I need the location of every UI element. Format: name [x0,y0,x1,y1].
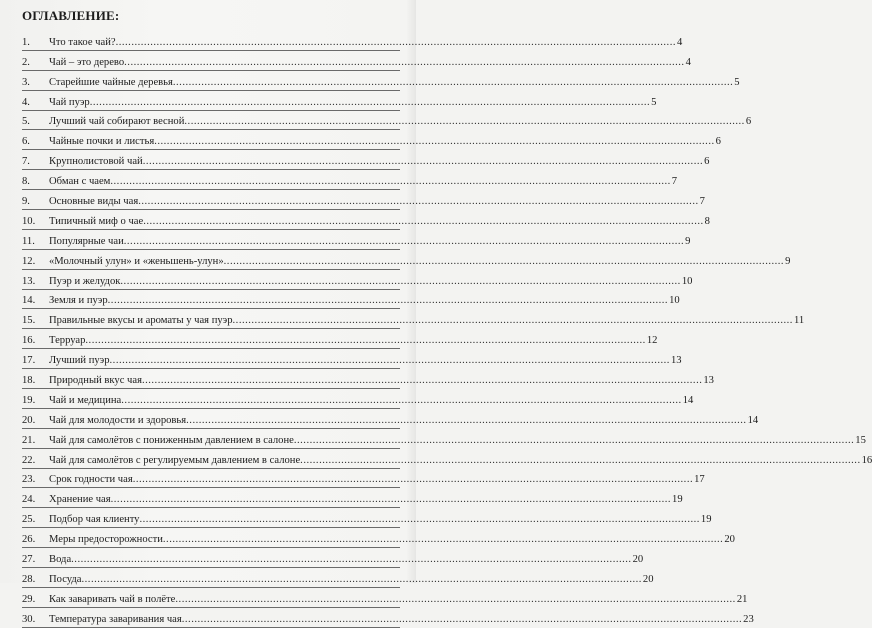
toc-entry-title: Подбор чая клиенту [49,514,140,526]
toc-entry-page-number: 5 [651,96,657,108]
toc-dot-leader [186,415,746,428]
toc-entry [22,329,658,349]
toc-entry [22,91,657,111]
toc-entry [22,51,691,71]
toc-dot-leader [138,196,698,209]
toc-dot-leader [300,455,860,468]
toc-entry-number: 7. [22,156,30,168]
toc-entry-page-number: 4 [677,36,683,48]
toc-entry [22,150,710,170]
toc-entry-page-number: 13 [670,355,682,367]
toc-entry-title: Срок годности чая [49,474,133,486]
toc-entry-number: 30. [22,613,36,625]
toc-entry-number: 22. [22,454,36,466]
toc-entry-number: 2. [22,56,30,68]
toc-entry-title: Пуэр и желудок [49,275,121,287]
toc-entry-title: Посуда [49,573,82,585]
toc-entry-title: Чай и медицина [49,394,122,406]
toc-entry [22,548,644,568]
toc-entry-page-number: 7 [671,176,678,188]
toc-dot-leader [182,614,742,627]
toc-entry-title: Что такое чай? [49,36,116,48]
toc-entry-title: Чай пуэр [49,96,90,108]
toc-entry-number: 3. [22,76,30,88]
toc-entry-number: 11. [22,235,35,247]
toc-entry [22,449,872,469]
toc-dot-leader [173,77,733,90]
toc-entry-number: 10. [22,215,36,227]
toc-entry-page-number: 20 [724,534,735,546]
toc-dot-leader [233,315,793,328]
toc-dot-leader [224,256,784,269]
toc-entry-number: 5. [22,116,30,128]
toc-entry-page-number: 16 [861,454,872,466]
toc-entry-number: 8. [22,176,30,188]
toc-entry-title: Чай для молодости и здоровья [49,414,187,426]
toc-entry-title: Основные виды чая [49,196,139,208]
toc-entry-title: Чайные почки и листья [49,136,155,148]
toc-entry-title: Меры предосторожности [49,534,163,546]
toc-entry [22,508,712,528]
toc-dot-leader [108,295,668,308]
toc-entry [22,488,683,508]
toc-entry [22,528,735,548]
toc-dot-leader [82,574,642,587]
toc-entry-number: 9. [22,196,30,208]
toc-dot-leader [142,375,702,388]
toc-entry-title: Терруар [49,335,86,347]
toc-entry-number: 28. [22,573,36,585]
toc-entry-page-number: 9 [785,255,791,267]
toc-entry [22,130,721,150]
toc-entry-number: 15. [22,315,36,327]
toc-dot-leader [124,57,684,70]
toc-title: ОГЛАВЛЕНИЕ: [22,8,120,23]
toc-entry-title: Природный вкус чая [49,375,142,387]
toc-entry-page-number: 21 [736,593,748,605]
toc-entry-number: 17. [22,355,36,367]
toc-entry-page-number: 14 [682,394,694,406]
toc-entry [22,250,791,270]
toc-dot-leader [85,335,645,348]
toc-entry-title: Лучший пуэр [49,355,110,367]
toc-entry-page-number: 6 [715,136,721,148]
toc-entry-title: Чай – это дерево [49,56,125,68]
toc-entry-title: Типичный миф о чае [49,215,144,227]
toc-dot-leader [184,116,744,129]
toc-entry [22,230,691,250]
toc-entry-page-number: 12 [646,335,658,347]
toc-entry-number: 20. [22,414,36,426]
toc-entry-title: Как заваривать чай в полёте [49,593,176,605]
toc-dot-leader [120,276,680,289]
toc-dot-leader [163,534,723,547]
toc-entry-page-number: 14 [747,414,759,426]
toc-entry-number: 27. [22,554,36,566]
toc-entry-title: Чай для самолётов с пониженным давлением в салоне [49,434,294,446]
toc-entry-number: 4. [22,96,30,108]
toc-entry-page-number: 10 [681,275,693,287]
toc-entry-page-number: 8 [704,215,710,227]
toc-dot-leader [154,136,714,149]
toc-entry-title: Обман с чаем [49,176,111,188]
toc-dot-leader [175,594,735,607]
toc-entry [22,71,740,91]
toc-dot-leader [121,395,681,408]
toc-entry-number: 18. [22,375,36,387]
toc-dot-leader [143,216,703,229]
toc-entry-number: 16. [22,335,36,347]
toc-entry-number: 19. [22,394,36,406]
toc-entry-number: 21. [22,434,36,446]
toc-dot-leader [139,514,699,527]
toc-entry-number: 13. [22,275,36,287]
toc-entry [22,608,754,628]
toc-entry-number: 1. [22,36,30,48]
toc-dot-leader [116,37,676,50]
toc-dot-leader [143,156,703,169]
toc-dot-leader [71,554,631,567]
toc-entry-number: 26. [22,534,36,546]
toc-entry-page-number: 5 [734,76,740,88]
toc-dot-leader [110,355,670,368]
toc-entry [22,31,683,51]
toc-entry-title: Крупнолистовой чай [49,156,143,168]
toc-entry-title: Популярные чаи [49,235,124,247]
toc-dot-leader [111,494,671,507]
toc-entry-title: Хранение чая [49,494,111,506]
toc-entry [22,409,759,429]
toc-entry-title: Вода [49,554,72,566]
toc-entry [22,588,748,608]
toc-entry [22,210,710,230]
toc-dot-leader [124,236,684,249]
toc-entry [22,568,654,588]
toc-entry-page-number: 15 [855,434,866,446]
toc-entry-page-number: 6 [745,116,752,128]
toc-entry-number: 14. [22,295,36,307]
toc-entry-page-number: 4 [685,56,691,68]
toc-entry-page-number: 20 [632,554,644,566]
toc-entry-number: 24. [22,494,36,506]
toc-entry-title: Земля и пуэр [49,295,108,307]
toc-entry-page-number: 20 [642,573,654,585]
toc-entry-title: Чай для самолётов с регулируемым давлением в салоне [49,454,301,466]
toc-entry [22,270,693,290]
toc-entry-number: 25. [22,514,36,526]
toc-entry [22,170,678,190]
toc-entry-page-number: 6 [704,156,710,168]
toc-dot-leader [110,176,670,189]
toc-entry [22,389,694,409]
toc-entry-page-number: 11 [793,315,805,327]
toc-entry-title: Правильные вкусы и ароматы у чая пуэр [49,315,233,327]
toc-entry [22,290,680,310]
table-of-contents [22,31,872,628]
toc-entry-page-number: 19 [672,494,683,506]
toc-entry-page-number: 17 [694,474,705,486]
toc-entry [22,349,682,369]
toc-entry-page-number: 23 [743,613,754,625]
toc-entry-number: 6. [22,136,30,148]
toc-entry-page-number: 7 [699,196,705,208]
toc-entry-page-number: 10 [669,295,680,307]
toc-entry [22,429,866,449]
toc-dot-leader [133,474,693,487]
toc-entry-page-number: 13 [703,375,714,387]
toc-entry-number: 23. [22,474,36,486]
toc-entry-page-number: 19 [700,514,712,526]
toc-dot-leader [294,435,854,448]
toc-entry [22,190,705,210]
toc-entry [22,111,752,131]
toc-entry [22,309,805,329]
toc-entry-title: «Молочный улун» и «женьшень-улун» [49,255,224,267]
toc-entry-title: Температура заваривания чая [49,613,182,625]
toc-entry [22,369,714,389]
toc-entry-title: Лучший чай собирают весной [49,116,185,128]
toc-dot-leader [90,97,650,110]
toc-entry-number: 29. [22,593,36,605]
toc-entry [22,469,705,489]
toc-entry-title: Старейшие чайные деревья [49,76,173,88]
toc-entry-page-number: 9 [685,235,691,247]
toc-entry-number: 12. [22,255,36,267]
